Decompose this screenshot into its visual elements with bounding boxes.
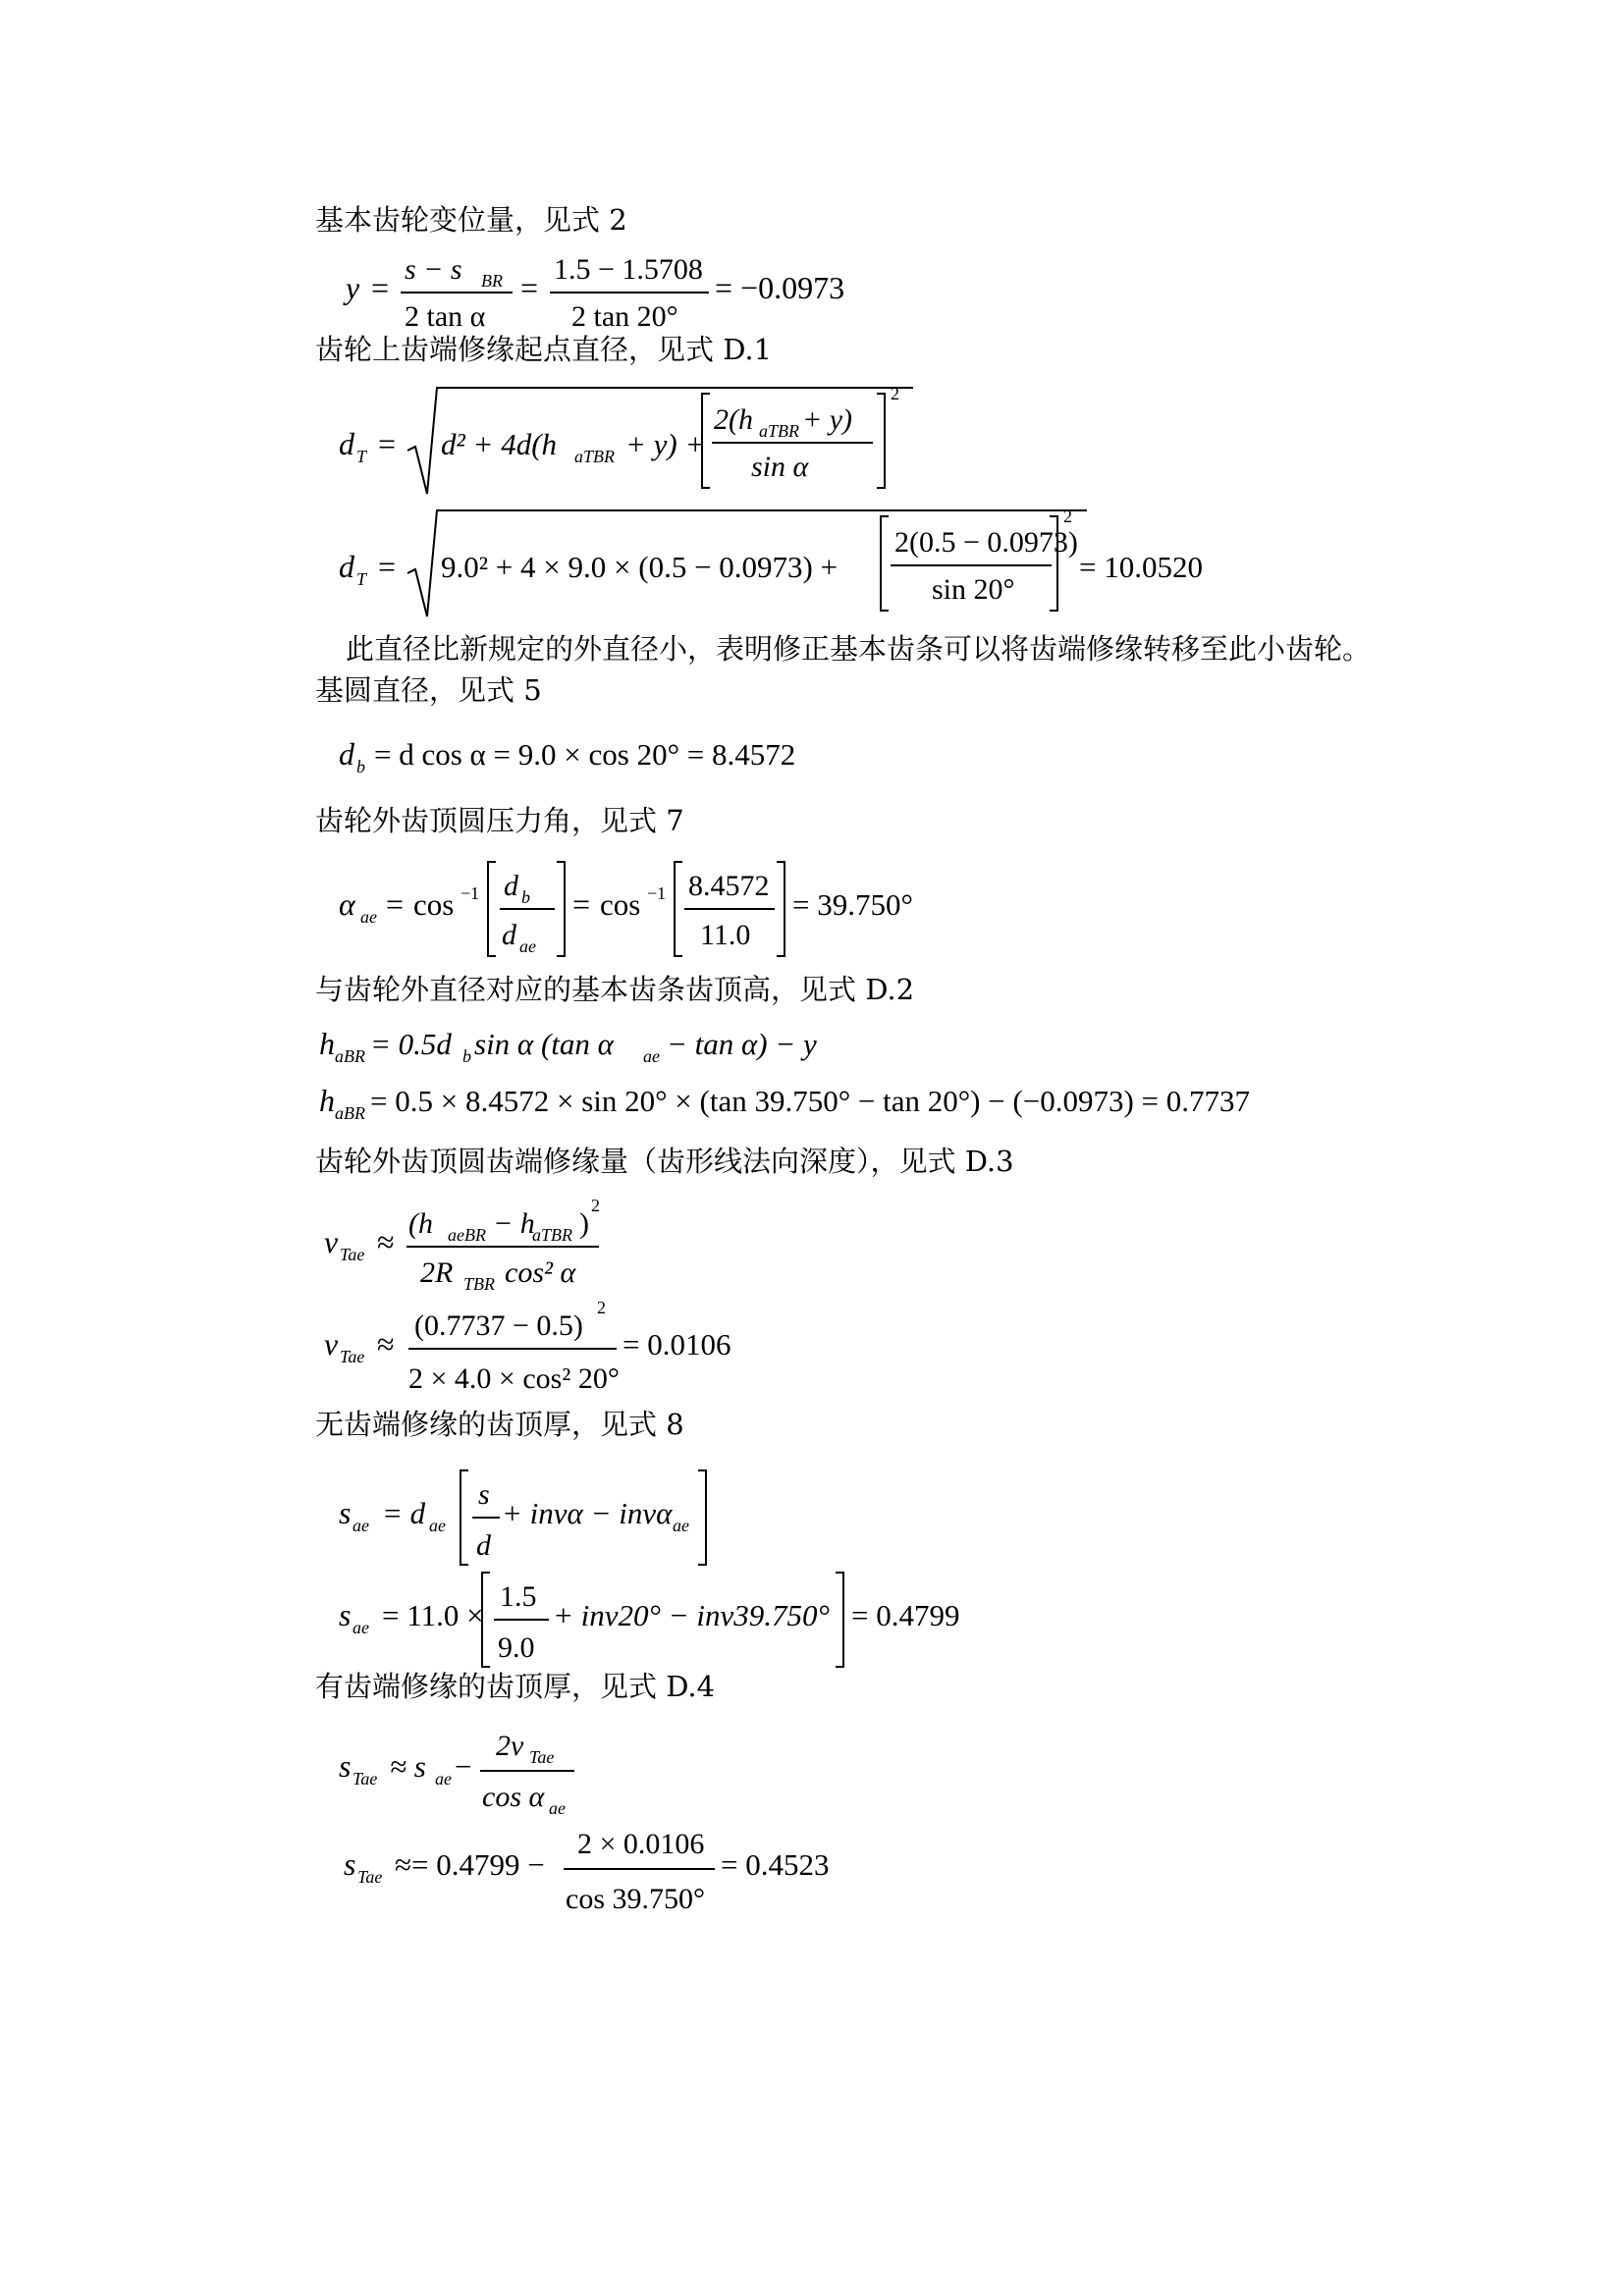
svg-text:2 × 0.0106: 2 × 0.0106 [577,1828,705,1860]
svg-text:s: s [339,1748,352,1784]
svg-text:cos: cos [600,887,641,922]
svg-text:sin 20°: sin 20° [932,573,1015,606]
svg-text:s: s [339,1495,352,1530]
svg-text:= 10.0520: = 10.0520 [1079,550,1203,584]
svg-text:9.0² + 4 × 9.0 × (0.5 − 0.0973: 9.0² + 4 × 9.0 × (0.5 − 0.0973) + [441,550,839,584]
svg-text:cos α: cos α [482,1781,545,1813]
svg-text:= d: = d [382,1496,426,1530]
svg-text:8.4572: 8.4572 [688,870,770,902]
svg-text:≈: ≈ [377,1224,395,1259]
svg-text:ae: ae [643,1046,660,1066]
svg-text:+ y): + y) [802,403,853,436]
svg-text:ae: ae [673,1516,689,1535]
svg-text:sin α: sin α [751,451,809,483]
svg-text:ae: ae [435,1769,452,1789]
eq-y-num1: s − s [405,253,462,286]
svg-text:2: 2 [1063,507,1072,526]
svg-text:ae: ae [352,1618,369,1637]
svg-text:b: b [356,757,365,776]
svg-text:v: v [324,1224,339,1259]
svg-text:≈: ≈ [377,1326,395,1362]
svg-text:= 0.5 × 8.4572 × sin 20° × (ta: = 0.5 × 8.4572 × sin 20° × (tan 39.750° − tan 20°) − (−0.0973) = 0.7737 [370,1084,1251,1118]
svg-text:ae: ae [549,1798,566,1818]
svg-text:aTBR: aTBR [574,447,616,466]
svg-text:+ invα − invα: + invα − invα [502,1496,673,1530]
svg-text:=: = [371,270,390,305]
svg-text:d: d [339,549,354,584]
equation-db [339,731,849,780]
svg-text:Tae: Tae [340,1245,365,1264]
svg-text:≈ s: ≈ s [390,1749,426,1784]
svg-text:sin α (tan α: sin α (tan α [474,1027,614,1061]
svg-text:2(h: 2(h [714,403,753,436]
svg-text:+ inv20° − inv39.750°: + inv20° − inv39.750° [553,1598,830,1632]
equation-y [344,247,893,336]
svg-text:2R: 2R [420,1256,454,1289]
svg-text:= 0.0106: = 0.0106 [623,1327,731,1362]
svg-text:(0.7737 − 0.5): (0.7737 − 0.5) [414,1309,583,1342]
svg-text:Tae: Tae [352,1769,378,1789]
svg-text:d: d [339,426,354,461]
svg-text:−1: −1 [460,883,480,903]
svg-text:T: T [356,569,367,589]
equation-dT-formula [339,378,928,506]
svg-text:aTBR: aTBR [759,421,800,441]
svg-text:d² + 4d(h: d² + 4d(h [441,427,558,461]
svg-text:d: d [504,870,518,902]
text-base-diameter: 基圆直径，见式 5 [315,673,542,707]
svg-text:aBR: aBR [335,1046,365,1066]
svg-text:TBR: TBR [463,1274,496,1294]
svg-text:− h: − h [493,1207,535,1240]
svg-text:ae: ae [360,907,377,927]
svg-text:= 0.4523: = 0.4523 [721,1847,830,1882]
eq-y-den1: 2 tan α [405,300,486,333]
svg-text:cos 39.750°: cos 39.750° [566,1883,705,1915]
svg-text:v: v [324,1326,339,1362]
svg-text:ae: ae [429,1516,446,1535]
svg-text:= 0.5d: = 0.5d [370,1027,452,1061]
svg-text:s: s [478,1478,490,1511]
text-pressure-angle: 齿轮外齿顶圆压力角，见式 7 [315,804,684,837]
svg-text:aBR: aBR [335,1103,365,1123]
svg-text:aeBR: aeBR [448,1225,486,1245]
svg-text:): ) [579,1207,589,1240]
svg-text:11.0: 11.0 [700,919,751,951]
svg-text:2: 2 [597,1298,606,1317]
svg-text:cos² α: cos² α [505,1256,576,1289]
svg-text:h: h [319,1026,335,1061]
svg-text:2: 2 [891,384,899,403]
svg-text:=: = [378,426,397,461]
equation-sTae-value [344,1818,854,1926]
svg-text:≈= 0.4799 −: ≈= 0.4799 − [395,1847,545,1882]
svg-text:d: d [502,919,516,951]
svg-text:=: = [378,549,397,584]
svg-text:h: h [319,1083,335,1118]
svg-text:−: − [455,1749,472,1784]
svg-text:d: d [476,1529,491,1562]
text-tip-relief-amount: 齿轮外齿顶圆齿端修缘量（齿形线法向深度），见式 D.3 [315,1145,1014,1178]
text-tip-relief-start-diameter: 齿轮上齿端修缘起点直径，见式 D.1 [315,333,773,366]
svg-text:= 39.750°: = 39.750° [792,887,913,922]
equation-haBR-formula [319,1021,869,1070]
svg-text:T: T [356,447,367,466]
svg-text:b: b [462,1046,471,1066]
svg-text:=: = [572,886,591,922]
eq-y-num1-sub: BR [481,271,503,291]
svg-text:− tan α) − y: − tan α) − y [667,1027,817,1061]
svg-text:ae: ae [519,936,536,956]
text-gear-shift: 基本齿轮变位量，见式 2 [315,203,627,237]
equation-vTae-value [324,1298,776,1406]
svg-text:=: = [386,886,405,922]
equation-alpha-ae [339,856,947,964]
equation-dT-value [339,501,1242,628]
svg-text:1.5: 1.5 [500,1580,537,1613]
equation-haBR-value [319,1078,1301,1127]
svg-text:2v: 2v [496,1730,524,1762]
svg-text:=: = [520,270,539,305]
equation-sae-formula [339,1463,751,1571]
svg-text:α: α [339,886,355,922]
svg-text:s: s [344,1846,356,1882]
eq-y-den2: 2 tan 20° [571,300,678,333]
text-tip-thickness-no-relief: 无齿端修缘的齿顶厚，见式 8 [315,1408,684,1441]
svg-text:b: b [521,887,530,907]
svg-text:= 0.4799: = 0.4799 [851,1598,960,1632]
eq-y-result: = −0.0973 [715,270,845,305]
svg-text:+ y) +: + y) + [625,427,706,461]
svg-text:Tae: Tae [357,1867,383,1887]
svg-text:ae: ae [352,1516,369,1535]
svg-text:−1: −1 [647,883,667,903]
equation-vTae-formula [324,1196,677,1304]
svg-text:d: d [339,736,354,772]
svg-text:9.0: 9.0 [498,1631,535,1664]
svg-text:= 11.0 ×: = 11.0 × [382,1598,484,1632]
eq-y-num2: 1.5 − 1.5708 [554,253,703,286]
svg-text:cos: cos [413,887,455,922]
svg-text:Tae: Tae [340,1347,365,1366]
svg-text:2 × 4.0 × cos² 20°: 2 × 4.0 × cos² 20° [408,1362,620,1395]
text-diameter-note: 此直径比新规定的外直径小，表明修正基本齿条可以将齿端修缘转移至此小齿轮。 [346,632,1372,666]
svg-text:aTBR: aTBR [532,1225,573,1245]
svg-text:s: s [339,1597,352,1632]
eq-y-lhs: y [346,270,360,305]
text-tip-thickness-with-relief: 有齿端修缘的齿顶厚，见式 D.4 [315,1670,716,1703]
svg-text:= d cos α = 9.0 × cos 20° = 8.: = d cos α = 9.0 × cos 20° = 8.4572 [374,737,796,772]
svg-text:2: 2 [591,1196,600,1215]
equation-sae-value [339,1565,987,1673]
equation-sTae-formula [339,1720,614,1828]
svg-text:(h: (h [408,1207,433,1240]
svg-text:2(0.5 − 0.0973): 2(0.5 − 0.0973) [894,526,1078,559]
text-rack-addendum: 与齿轮外直径对应的基本齿条齿顶高，见式 D.2 [315,973,915,1006]
svg-text:Tae: Tae [529,1747,555,1767]
